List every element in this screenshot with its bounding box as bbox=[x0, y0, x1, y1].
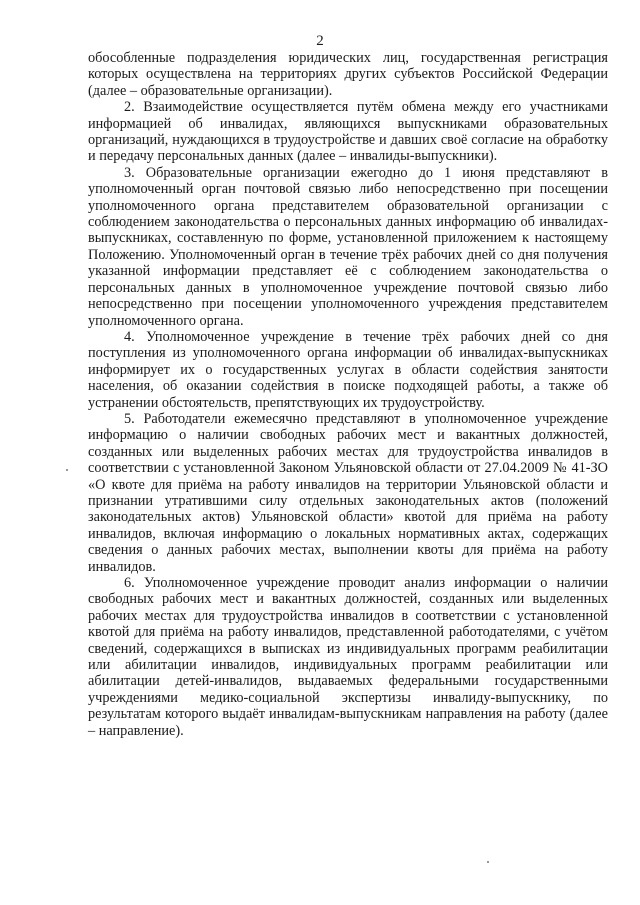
paragraph-6: 6. Уполномоченное учреждение проводит анализ информации о наличии свободных рабочих мест и вакантных должностей, созданных или выделенных рабочих местах для трудоустройства инвалидов в соответствии с установленной квотой для приёма на работу инвалидов, представленной работодателями, с учётом сведений, содержащихся в выписках из индивидуальных программ реабилитации или абилитации инвалидов, индивидуальных программ реабилитации или абилитации детей-инвалидов, выдаваемых федеральными государственными учреждениями медико-социальной экспертизы инвалиду-выпускнику, по результатам которого выдаёт инвалидам-выпускникам направления на работу (далее – направление). bbox=[88, 575, 608, 739]
scan-speck bbox=[66, 469, 68, 471]
paragraph-3: 3. Образовательные организации ежегодно до 1 июня представляют в уполномоченный орган почтовой связью либо непосредственно при посещении уполномоченного органа представителем образовательной организации с соблюдением законодательства о персональных данных информацию об инвалидах-выпускниках, составленную по форме, установленной приложением к настоящему Положению. Уполномоченный орган в течение трёх рабочих дней со дня получения указанной информации представляет её с соблюдением законодательства о персональных данных в уполномоченное учреждение почтовой связью либо непосредственно при посещении уполномоченного учреждения представителем уполномоченного органа. bbox=[88, 164, 608, 329]
paragraph-2: 2. Взаимодействие осуществляется путём обмена между его участниками информацией об инвалидах, являющихся выпускниками образовательных организаций, нуждающихся в трудоустройстве и давших своё согласие на обработку и передачу персональных данных (далее – инвалиды-выпускники). bbox=[88, 99, 608, 165]
page-number: 2 bbox=[316, 33, 324, 49]
paragraph-5: 5. Работодатели ежемесячно представляют в уполномоченное учреждение информацию о наличии свободных рабочих мест и вакантных должностей, созданных или выделенных рабочих местах для трудоустройства инвалидов в соответствии с установленной Законом Ульяновской области от 27.04.2009 № 41-ЗО «О квоте для приёма на работу инвалидов на территории Ульяновской области и признании утратившими силу отдельных законодательных актов (положений законодательных актов) Ульяновской области» квотой для приёма на работу инвалидов, включая информацию о локальных нормативных актах, содержащих сведения о данных рабочих местах, выполнении квоты для приёма на работу инвалидов. bbox=[88, 410, 608, 575]
paragraph-continuation: обособленные подразделения юридических лиц, государственная регистрация которых осуществлена на территориях других субъектов Российской Федерации (далее – образовательные организации). bbox=[88, 50, 608, 99]
paragraph-4: 4. Уполномоченное учреждение в течение трёх рабочих дней со дня поступления из уполномоченного органа информации об инвалидах-выпускниках информирует их о государственных услугах в области содействия занятости населения, об оказании содействия в поиске подходящей работы, а также об устранении обстоятельств, препятствующих их трудоустройству. bbox=[88, 328, 608, 411]
document-body bbox=[88, 50, 608, 739]
scan-speck bbox=[487, 861, 489, 863]
